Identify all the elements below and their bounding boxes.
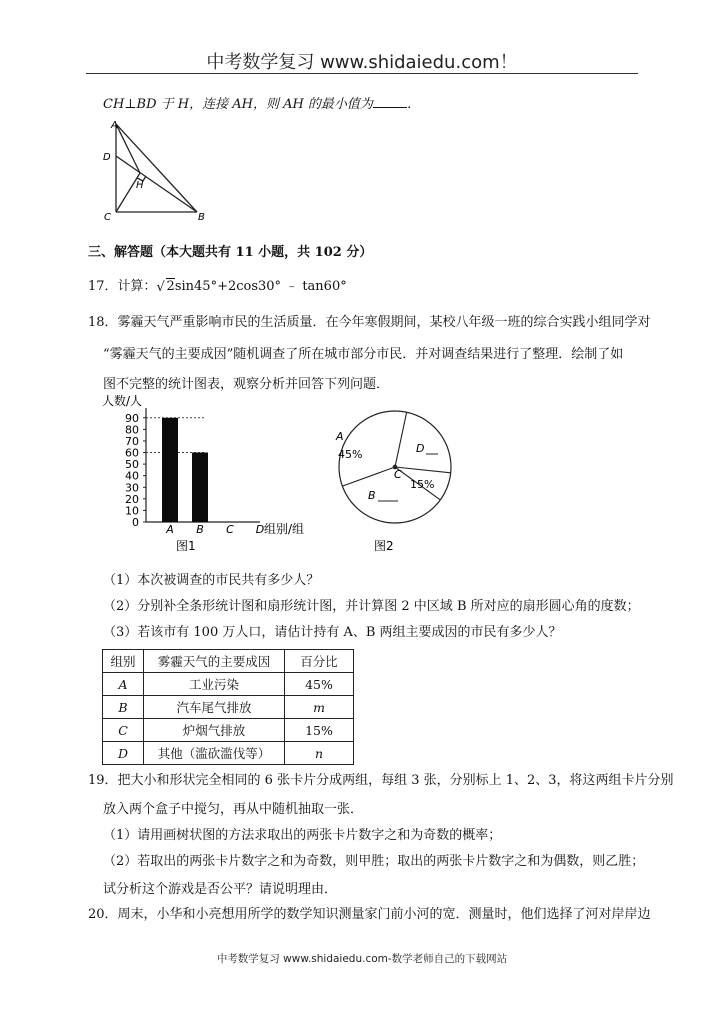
q19-line-5: 试分析这个游戏是否公平？请说明理由． [103, 882, 338, 897]
table-row [103, 742, 354, 765]
table-cell: 15% [285, 719, 354, 742]
category-label: B [196, 523, 204, 536]
pie-slice-label-A: A [336, 430, 344, 443]
sqrt-symbol: √ 2 [156, 279, 175, 295]
q17-radicand: 2 [166, 279, 175, 294]
pie-slice-label-B: B [368, 489, 376, 502]
table-cell: A [103, 673, 144, 696]
section-heading: 三、解答题（本大题共有 11 小题，共 102 分） [88, 245, 373, 260]
q17-expression: sin45°+2cos30° ﹣ tan60° [174, 279, 347, 294]
category-label: D [255, 523, 265, 536]
table-header-row [103, 650, 354, 673]
label-a: A [111, 120, 118, 131]
y-tick-label: 20 [125, 492, 139, 506]
q19-line-2: 放入两个盒子中搅匀，再从中随机抽取一张． [103, 802, 364, 817]
chart-y-axis-label: 人数/人 [102, 394, 143, 408]
q18-line-2: “雾霾天气的主要成因”随机调查了所在城市部分市民．并对调查结果进行了整理．绘制了如 [103, 347, 624, 362]
bar-B [192, 453, 208, 522]
pie-slice-label-C: C [394, 468, 402, 481]
pie-chart [330, 392, 470, 558]
table-header-cell: 雾霾天气的主要成因 [144, 650, 285, 673]
q17 [88, 278, 347, 296]
page-header-title: 中考数学复习 www.shidaiedu.com！ [206, 52, 518, 73]
q18-sub-2: （2）分别补全条形统计图和扇形统计图，并计算图 2 中区域 B 所对应的扇形圆心角的度数； [103, 599, 640, 614]
table-row [103, 696, 354, 719]
q19-line-1: 19．把大小和形状完全相同的 6 张卡片分成两组，每组 3 张，分别标上 1、2、3，将这两组卡片分别 [88, 773, 674, 788]
table-header-cell: 百分比 [285, 650, 354, 673]
y-tick-label: 0 [132, 516, 139, 529]
label-h: H [136, 180, 144, 191]
q16-end: ． [406, 97, 420, 112]
table-cell: 45% [285, 673, 354, 696]
answer-blank [373, 95, 407, 108]
pie-slice-value-A: 45% [338, 448, 363, 461]
y-tick-label: 40 [125, 469, 139, 483]
table-header-cell: 组别 [103, 650, 144, 673]
table-row [103, 719, 354, 742]
q19-line-4: （2）若取出的两张卡片数字之和为奇数，则甲胜；取出的两张卡片数字之和为偶数，则乙胜； [103, 854, 645, 869]
figure-2-caption: 图2 [374, 539, 394, 553]
category-label: C [226, 523, 234, 536]
table-cell: 其他（滥砍滥伐等） [144, 742, 285, 765]
label-d: D [103, 152, 111, 163]
q18-sub-1: （1）本次被调查的市民共有多少人？ [103, 573, 320, 588]
bar-A [162, 418, 178, 522]
pie-slice-boundary [395, 467, 451, 473]
q20-line-1: 20．周末，小华和小亮想用所学的数学知识测量家门前小河的宽．测量时，他们选择了河对岸岸边 [88, 907, 651, 922]
q16-tail [103, 95, 420, 114]
table-cell: D [103, 742, 144, 765]
q19-line-3: （1）请用画树状图的方法求取出的两张卡片数字之和为奇数的概率； [103, 828, 502, 843]
triangle-figure [100, 116, 212, 222]
table-cell: 汽车尾气排放 [144, 696, 285, 719]
y-tick-label: 70 [125, 434, 139, 448]
table-cell: n [285, 742, 354, 765]
table-cell: C [103, 719, 144, 742]
table-cell: 炉烟气排放 [144, 719, 285, 742]
q18-sub-3: （3）若该市有 100 万人口，请估计持有 A、B 两组主要成因的市民有多少人？ [103, 625, 562, 640]
label-c: C [104, 212, 111, 222]
y-tick-label: 30 [125, 481, 139, 495]
table-row [103, 673, 354, 696]
y-tick-label: 60 [125, 446, 139, 460]
causes-table [102, 649, 354, 765]
y-tick-label: 50 [125, 458, 139, 472]
pie-slice-label-D: D [416, 442, 425, 455]
figure-1-caption: 图1 [176, 539, 196, 553]
table-cell: B [103, 696, 144, 719]
q18-line-1: 18．雾霾天气严重影响市民的生活质量．在今年寒假期间，某校八年级一班的综合实践小组同学对 [88, 315, 651, 330]
table-cell: m [285, 696, 354, 719]
q17-prefix: 17．计算： [88, 279, 157, 294]
table-cell: 工业污染 [144, 673, 285, 696]
pie-slice-boundary [342, 467, 395, 486]
segment-ah [116, 124, 140, 173]
page-footer: 中考数学复习 www.shidaiedu.com-数学老师自己的下载网站 [216, 953, 508, 965]
category-label: A [166, 523, 174, 536]
segment-ab [116, 124, 197, 212]
label-b: B [198, 212, 205, 222]
header-divider [86, 73, 638, 74]
bar-chart [100, 392, 340, 558]
chart-x-axis-label: 组别/组 [264, 522, 305, 536]
y-tick-label: 90 [125, 411, 139, 425]
pie-slice-value-C: 15% [410, 478, 435, 491]
segment-ch [116, 173, 140, 212]
segment-db [116, 156, 197, 212]
y-tick-label: 10 [125, 504, 139, 518]
pie-slice-boundary [395, 412, 407, 467]
q16-text: CH⊥BD 于 H，连接 AH，则 AH 的最小值为 [103, 97, 373, 112]
q18-line-3: 图不完整的统计图表，观察分析并回答下列问题． [103, 377, 390, 392]
y-tick-label: 80 [125, 423, 139, 437]
